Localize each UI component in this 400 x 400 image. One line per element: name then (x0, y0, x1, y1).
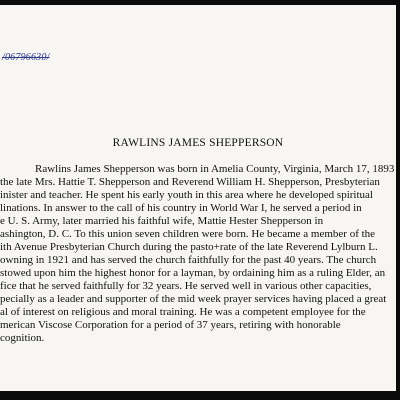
body-line-9: stowed upon him the highest honor for a layman, by ordaining him as a ruling Elder, an (0, 267, 386, 279)
body-line-7: ith Avenue Presbyterian Church during the pasto+rate of the late Reverend Lylburn L. (0, 241, 378, 253)
body-line-2: the late Mrs. Hattie T. Shepperson and Reverend William H. Shepperson, Presbyterian (0, 176, 380, 188)
body-line-8: owning in 1921 and has served the church faithfully for the past 40 years. The church (0, 254, 377, 266)
body-line-13: merican Viscose Corporation for a period of 37 years, retiring with honorable (0, 319, 341, 331)
body-line-6: ashington, D. C. To this union seven children were born. He became a member of the (0, 228, 376, 240)
body-line-5: e U. S. Army, later married his faithful wife, Mattie Hester Shepperson in (0, 215, 324, 227)
document-page (0, 5, 396, 391)
body-line-3: inister and teacher. He spent his early youth in this area where he developed spiritual (0, 189, 373, 201)
reference-number: /06796630/ (2, 52, 50, 63)
body-line-1: Rawlins James Shepperson was born in Amelia County, Virginia, March 17, 1893 (35, 163, 395, 175)
body-line-11: pecially as a leader and supporter of the mid week prayer services having placed a great (0, 293, 387, 305)
body-line-12: al of interest on religious and moral training. He was a competent employee for the (0, 306, 366, 318)
document-title: RAWLINS JAMES SHEPPERSON (112, 137, 284, 149)
body-line-14: cognition. (0, 332, 45, 344)
body-line-4: linations. In answer to the call of his country in World War I, he served a period in (0, 202, 362, 214)
body-line-10: fice that he served faithfully for 32 years. He served well in various other capacities, (0, 280, 372, 292)
